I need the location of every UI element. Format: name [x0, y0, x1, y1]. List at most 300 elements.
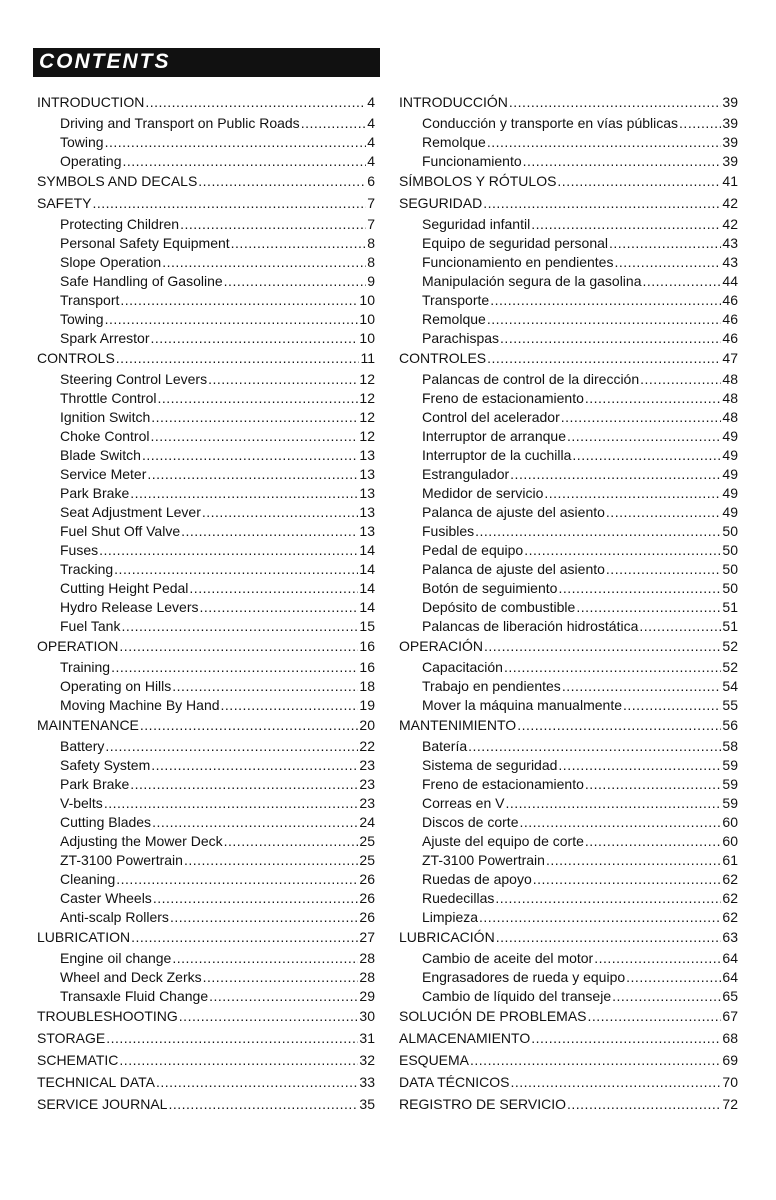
- toc-subsection-entry[interactable]: [399, 757, 738, 773]
- toc-subsection-entry[interactable]: [37, 890, 375, 906]
- dot-leader: [104, 795, 359, 811]
- toc-page-number: 4: [367, 94, 375, 110]
- toc-page-number: 14: [359, 580, 375, 596]
- toc-entry-label: MANTENIMIENTO: [399, 717, 517, 733]
- dot-leader: [585, 390, 722, 406]
- toc-entry-label: Adjusting the Mower Deck: [60, 833, 223, 849]
- toc-page-number: 4: [367, 153, 375, 169]
- toc-entry-label: Discos de corte: [422, 814, 519, 830]
- toc-subsection-entry[interactable]: [399, 969, 738, 985]
- toc-entry-label: Cleaning: [60, 871, 116, 887]
- dot-leader: [119, 638, 358, 654]
- toc-subsection-entry[interactable]: [399, 466, 738, 482]
- dot-leader: [519, 814, 721, 830]
- toc-entry-label: Safety System: [60, 757, 151, 773]
- toc-entry-label: Moving Machine By Hand: [60, 697, 220, 713]
- toc-section-entry[interactable]: [399, 638, 738, 654]
- toc-page-number: 6: [367, 173, 375, 189]
- toc-subsection-entry[interactable]: [399, 871, 738, 887]
- toc-entry-label: Interruptor de arranque: [422, 428, 566, 444]
- toc-subsection-entry[interactable]: [399, 776, 738, 792]
- toc-page-number: 22: [359, 738, 375, 754]
- toc-entry-label: INTRODUCCIÓN: [399, 94, 508, 110]
- dot-leader: [588, 1008, 722, 1024]
- toc-entry-label: Operating on Hills: [60, 678, 172, 694]
- toc-subsection-entry[interactable]: [37, 697, 375, 713]
- toc-subsection-entry[interactable]: [399, 134, 738, 150]
- toc-subsection-entry[interactable]: [37, 909, 375, 925]
- toc-entry-label: Operating: [60, 153, 122, 169]
- dot-leader: [567, 1096, 721, 1112]
- toc-entry-label: Mover la máquina manualmente: [422, 697, 622, 713]
- dot-leader: [120, 292, 358, 308]
- toc-section-entry[interactable]: [37, 1052, 375, 1068]
- toc-page-number: 33: [359, 1074, 375, 1090]
- toc-entry-label: Freno de estacionamiento: [422, 776, 584, 792]
- toc-subsection-entry[interactable]: [37, 409, 375, 425]
- toc-subsection-entry[interactable]: [399, 678, 738, 694]
- toc-page-number: 14: [359, 599, 375, 615]
- toc-section-entry[interactable]: [37, 1074, 375, 1090]
- toc-entry-label: Wheel and Deck Zerks: [60, 969, 202, 985]
- toc-page-number: 39: [722, 94, 738, 110]
- toc-section-entry[interactable]: [37, 1096, 375, 1112]
- toc-page-number: 20: [359, 717, 375, 733]
- dot-leader: [533, 871, 722, 887]
- toc-subsection-entry[interactable]: [37, 542, 375, 558]
- toc-page-number: 14: [359, 542, 375, 558]
- toc-entry-label: Parachispas: [422, 330, 500, 346]
- toc-page-number: 7: [367, 216, 375, 232]
- toc-page-number: 13: [359, 447, 375, 463]
- toc-page-number: 65: [722, 988, 738, 1004]
- toc-subsection-entry[interactable]: [37, 523, 375, 539]
- toc-page-number: 49: [722, 466, 738, 482]
- toc-page-number: 48: [722, 371, 738, 387]
- toc-page-number: 12: [359, 409, 375, 425]
- toc-subsection-entry[interactable]: [37, 738, 375, 754]
- toc-subsection-entry[interactable]: [37, 795, 375, 811]
- toc-subsection-entry[interactable]: [37, 833, 375, 849]
- toc-subsection-entry[interactable]: [37, 371, 375, 387]
- dot-leader: [150, 330, 358, 346]
- toc-subsection-entry[interactable]: [37, 428, 375, 444]
- toc-page-number: 13: [359, 485, 375, 501]
- toc-entry-label: Ajuste del equipo de corte: [422, 833, 584, 849]
- toc-subsection-entry[interactable]: [399, 115, 738, 131]
- toc-page-number: 54: [722, 678, 738, 694]
- toc-entry-label: Remolque: [422, 134, 486, 150]
- dot-leader: [612, 988, 721, 1004]
- dot-leader: [531, 216, 721, 232]
- toc-page-number: 44: [722, 273, 738, 289]
- toc-subsection-entry[interactable]: [37, 292, 375, 308]
- toc-subsection-entry[interactable]: [399, 409, 738, 425]
- toc-page-number: 18: [359, 678, 375, 694]
- toc-page-number: 49: [722, 428, 738, 444]
- toc-subsection-entry[interactable]: [37, 485, 375, 501]
- dot-leader: [495, 890, 721, 906]
- toc-subsection-entry[interactable]: [37, 504, 375, 520]
- toc-subsection-entry[interactable]: [399, 542, 738, 558]
- toc-entry-label: Personal Safety Equipment: [60, 235, 230, 251]
- toc-page-number: 26: [359, 871, 375, 887]
- toc-section-entry[interactable]: [37, 94, 375, 110]
- toc-entry-label: Batería: [422, 738, 468, 754]
- dot-leader: [142, 447, 358, 463]
- dot-leader: [180, 216, 366, 232]
- toc-entry-label: Training: [60, 659, 111, 675]
- toc-subsection-entry[interactable]: [37, 390, 375, 406]
- toc-section-entry[interactable]: [37, 350, 375, 366]
- toc-subsection-entry[interactable]: [37, 599, 375, 615]
- dot-leader: [496, 929, 722, 945]
- toc-entry-label: Tracking: [60, 561, 114, 577]
- dot-leader: [614, 254, 721, 270]
- toc-subsection-entry[interactable]: [37, 153, 375, 169]
- toc-entry-label: LUBRICACIÓN: [399, 929, 495, 945]
- toc-page-number: 64: [722, 950, 738, 966]
- toc-subsection-entry[interactable]: [37, 235, 375, 251]
- dot-leader: [594, 950, 721, 966]
- dot-leader: [105, 738, 358, 754]
- toc-page-number: 49: [722, 447, 738, 463]
- toc-subsection-entry[interactable]: [37, 871, 375, 887]
- toc-subsection-entry[interactable]: [399, 428, 738, 444]
- toc-subsection-entry[interactable]: [399, 950, 738, 966]
- toc-subsection-entry[interactable]: [37, 466, 375, 482]
- dot-leader: [181, 523, 358, 539]
- toc-page-number: 39: [722, 115, 738, 131]
- dot-leader: [468, 738, 721, 754]
- toc-subsection-entry[interactable]: [399, 852, 738, 868]
- toc-entry-label: Slope Operation: [60, 254, 162, 270]
- toc-subsection-entry[interactable]: [399, 254, 738, 270]
- toc-page-number: 12: [359, 371, 375, 387]
- toc-section-entry[interactable]: [399, 1074, 738, 1090]
- toc-entry-label: SCHEMATIC: [37, 1052, 119, 1068]
- toc-entry-label: ESQUEMA: [399, 1052, 470, 1068]
- toc-entry-label: V-belts: [60, 795, 103, 811]
- dot-leader: [487, 311, 722, 327]
- toc-subsection-entry[interactable]: [399, 795, 738, 811]
- toc-subsection-entry[interactable]: [37, 814, 375, 830]
- toc-entry-label: Palancas de liberación hidrostática: [422, 618, 639, 634]
- toc-subsection-entry[interactable]: [399, 659, 738, 675]
- toc-section-entry[interactable]: [399, 195, 738, 211]
- dot-leader: [558, 757, 721, 773]
- toc-entry-label: Caster Wheels: [60, 890, 152, 906]
- toc-entry-label: Ignition Switch: [60, 409, 151, 425]
- toc-subsection-entry[interactable]: [37, 216, 375, 232]
- toc-entry-label: Transport: [60, 292, 120, 308]
- dot-leader: [609, 235, 721, 251]
- toc-subsection-entry[interactable]: [37, 115, 375, 131]
- toc-entry-label: CONTROLES: [399, 350, 487, 366]
- toc-section-entry[interactable]: [399, 929, 738, 945]
- dot-leader: [679, 115, 721, 131]
- toc-subsection-entry[interactable]: [37, 988, 375, 1004]
- toc-page-number: 27: [359, 929, 375, 945]
- toc-subsection-entry[interactable]: [399, 447, 738, 463]
- toc-section-entry[interactable]: [37, 929, 375, 945]
- toc-subsection-entry[interactable]: [37, 254, 375, 270]
- dot-leader: [189, 580, 358, 596]
- toc-entry-label: Freno de estacionamiento: [422, 390, 584, 406]
- dot-leader: [487, 134, 722, 150]
- toc-entry-label: Interruptor de la cuchilla: [422, 447, 572, 463]
- dot-leader: [121, 618, 358, 634]
- toc-subsection-entry[interactable]: [399, 618, 738, 634]
- toc-entry-label: Ruedas de apoyo: [422, 871, 532, 887]
- toc-entry-label: Hydro Release Levers: [60, 599, 199, 615]
- toc-subsection-entry[interactable]: [399, 292, 738, 308]
- toc-subsection-entry[interactable]: [399, 580, 738, 596]
- toc-entry-label: SAFETY: [37, 195, 92, 211]
- toc-entry-label: Blade Switch: [60, 447, 141, 463]
- toc-entry-label: Cutting Blades: [60, 814, 152, 830]
- toc-entry-label: Remolque: [422, 311, 486, 327]
- toc-entry-label: Funcionamiento en pendientes: [422, 254, 614, 270]
- toc-page-number: 10: [359, 292, 375, 308]
- toc-entry-label: Palanca de ajuste del asiento: [422, 504, 605, 520]
- toc-subsection-entry[interactable]: [399, 523, 738, 539]
- toc-subsection-entry[interactable]: [37, 659, 375, 675]
- toc-page-number: 68: [722, 1030, 738, 1046]
- toc-section-entry[interactable]: [37, 1008, 375, 1024]
- dot-leader: [198, 173, 366, 189]
- toc-section-entry[interactable]: [37, 638, 375, 654]
- toc-entry-label: Botón de seguimiento: [422, 580, 558, 596]
- toc-entry-label: Seguridad infantil: [422, 216, 531, 232]
- toc-page-number: 50: [722, 561, 738, 577]
- toc-page-number: 50: [722, 542, 738, 558]
- toc-entry-label: TROUBLESHOOTING: [37, 1008, 178, 1024]
- dot-leader: [484, 638, 721, 654]
- toc-entry-label: CONTROLS: [37, 350, 115, 366]
- dot-leader: [572, 447, 721, 463]
- toc-subsection-entry[interactable]: [399, 216, 738, 232]
- dot-leader: [179, 1008, 359, 1024]
- toc-subsection-entry[interactable]: [37, 618, 375, 634]
- toc-subsection-entry[interactable]: [399, 504, 738, 520]
- toc-subsection-entry[interactable]: [37, 561, 375, 577]
- dot-leader: [224, 273, 367, 289]
- toc-section-entry[interactable]: [37, 717, 375, 733]
- toc-section-entry[interactable]: [37, 195, 375, 211]
- toc-page-number: 10: [359, 311, 375, 327]
- dot-leader: [639, 618, 721, 634]
- toc-page-number: 39: [722, 153, 738, 169]
- dot-leader: [558, 580, 721, 596]
- toc-page-number: 47: [722, 350, 738, 366]
- toc-entry-label: Medidor de servicio: [422, 485, 544, 501]
- toc-subsection-entry[interactable]: [399, 311, 738, 327]
- toc-subsection-entry[interactable]: [37, 776, 375, 792]
- toc-page-number: 35: [359, 1096, 375, 1112]
- toc-page-number: 25: [359, 852, 375, 868]
- toc-page-number: 16: [359, 638, 375, 654]
- toc-subsection-entry[interactable]: [37, 273, 375, 289]
- toc-subsection-entry[interactable]: [399, 738, 738, 754]
- dot-leader: [567, 428, 721, 444]
- toc-entry-label: TECHNICAL DATA: [37, 1074, 155, 1090]
- toc-subsection-entry[interactable]: [399, 485, 738, 501]
- dot-leader: [209, 988, 358, 1004]
- dot-leader: [147, 466, 358, 482]
- toc-entry-label: Ruedecillas: [422, 890, 495, 906]
- toc-subsection-entry[interactable]: [399, 235, 738, 251]
- dot-leader: [172, 678, 358, 694]
- dot-leader: [106, 1030, 358, 1046]
- dot-leader: [140, 717, 359, 733]
- toc-page-number: 28: [359, 969, 375, 985]
- toc-entry-label: STORAGE: [37, 1030, 106, 1046]
- toc-page-number: 46: [722, 330, 738, 346]
- toc-page-number: 8: [367, 254, 375, 270]
- dot-leader: [606, 504, 722, 520]
- toc-page-number: 48: [722, 390, 738, 406]
- toc-subsection-entry[interactable]: [37, 950, 375, 966]
- dot-leader: [224, 833, 359, 849]
- toc-page-number: 12: [359, 390, 375, 406]
- dot-leader: [156, 1074, 358, 1090]
- toc-subsection-entry[interactable]: [399, 814, 738, 830]
- toc-subsection-entry[interactable]: [399, 909, 738, 925]
- toc-page-number: 13: [359, 466, 375, 482]
- toc-entry-label: Fuses: [60, 542, 99, 558]
- toc-subsection-entry[interactable]: [399, 833, 738, 849]
- dot-leader: [470, 1052, 721, 1068]
- dot-leader: [510, 466, 721, 482]
- dot-leader: [510, 1074, 721, 1090]
- toc-page-number: 19: [359, 697, 375, 713]
- dot-leader: [111, 659, 358, 675]
- toc-subsection-entry[interactable]: [399, 390, 738, 406]
- toc-section-entry[interactable]: [399, 1096, 738, 1112]
- toc-subsection-entry[interactable]: [37, 969, 375, 985]
- toc-subsection-entry[interactable]: [399, 371, 738, 387]
- toc-page-number: 67: [722, 1008, 738, 1024]
- toc-section-entry[interactable]: [399, 1030, 738, 1046]
- toc-entry-label: Trabajo en pendientes: [422, 678, 561, 694]
- dot-leader: [500, 330, 721, 346]
- toc-entry-label: Safe Handling of Gasoline: [60, 273, 223, 289]
- toc-entry-label: Estrangulador: [422, 466, 510, 482]
- toc-entry-label: SEGURIDAD: [399, 195, 483, 211]
- toc-page-number: 13: [359, 523, 375, 539]
- toc-entry-label: Engine oil change: [60, 950, 172, 966]
- toc-page-number: 32: [359, 1052, 375, 1068]
- dot-leader: [184, 852, 358, 868]
- toc-entry-label: SERVICE JOURNAL: [37, 1096, 168, 1112]
- toc-subsection-entry[interactable]: [37, 852, 375, 868]
- toc-page-number: 50: [722, 523, 738, 539]
- dot-leader: [490, 292, 721, 308]
- toc-entry-label: Spark Arrestor: [60, 330, 150, 346]
- dot-leader: [200, 599, 359, 615]
- toc-page-number: 24: [359, 814, 375, 830]
- toc-entry-label: SÍMBOLOS Y RÓTULOS: [399, 173, 557, 189]
- toc-page-number: 51: [722, 599, 738, 615]
- toc-subsection-entry[interactable]: [37, 580, 375, 596]
- dot-leader: [202, 504, 359, 520]
- toc-subsection-entry[interactable]: [37, 757, 375, 773]
- toc-page-number: 23: [359, 795, 375, 811]
- toc-page-number: 49: [722, 504, 738, 520]
- toc-subsection-entry[interactable]: [37, 678, 375, 694]
- toc-subsection-entry[interactable]: [399, 273, 738, 289]
- toc-page-number: 59: [722, 795, 738, 811]
- toc-page-number: 43: [722, 235, 738, 251]
- toc-page-number: 43: [722, 254, 738, 270]
- dot-leader: [221, 697, 359, 713]
- toc-page-number: 46: [722, 311, 738, 327]
- toc-page-number: 16: [359, 659, 375, 675]
- toc-entry-label: Park Brake: [60, 776, 130, 792]
- toc-subsection-entry[interactable]: [399, 988, 738, 1004]
- toc-subsection-entry[interactable]: [399, 153, 738, 169]
- dot-leader: [505, 795, 721, 811]
- toc-section-entry[interactable]: [399, 173, 738, 189]
- toc-entry-label: Steering Control Levers: [60, 371, 208, 387]
- toc-page-number: 52: [722, 659, 738, 675]
- dot-leader: [172, 950, 358, 966]
- toc-section-entry[interactable]: [399, 350, 738, 366]
- toc-section-entry[interactable]: [399, 1052, 738, 1068]
- toc-entry-label: Driving and Transport on Public Roads: [60, 115, 300, 131]
- toc-section-entry[interactable]: [399, 1008, 738, 1024]
- toc-page-number: 60: [722, 814, 738, 830]
- dot-leader: [640, 371, 721, 387]
- toc-subsection-entry[interactable]: [37, 330, 375, 346]
- toc-entry-label: Seat Adjustment Lever: [60, 504, 201, 520]
- toc-section-entry[interactable]: [399, 94, 738, 110]
- toc-section-entry[interactable]: [37, 173, 375, 189]
- toc-section-entry[interactable]: [399, 717, 738, 733]
- toc-subsection-entry[interactable]: [399, 561, 738, 577]
- toc-subsection-entry[interactable]: [399, 697, 738, 713]
- toc-entry-label: Engrasadores de rueda y equipo: [422, 969, 626, 985]
- toc-page-number: 49: [722, 485, 738, 501]
- dot-leader: [99, 542, 358, 558]
- toc-entry-label: SYMBOLS AND DECALS: [37, 173, 198, 189]
- toc-subsection-entry[interactable]: [37, 447, 375, 463]
- toc-entry-label: Pedal de equipo: [422, 542, 524, 558]
- dot-leader: [130, 776, 358, 792]
- toc-subsection-entry[interactable]: [37, 311, 375, 327]
- toc-subsection-entry[interactable]: [37, 134, 375, 150]
- toc-entry-label: Service Meter: [60, 466, 147, 482]
- toc-page-number: 8: [367, 235, 375, 251]
- toc-subsection-entry[interactable]: [399, 599, 738, 615]
- toc-section-entry[interactable]: [37, 1030, 375, 1046]
- toc-page-number: 10: [359, 330, 375, 346]
- toc-page-number: 48: [722, 409, 738, 425]
- dot-leader: [524, 542, 721, 558]
- toc-entry-label: Manipulación segura de la gasolina: [422, 273, 642, 289]
- toc-page-number: 52: [722, 638, 738, 654]
- toc-subsection-entry[interactable]: [399, 890, 738, 906]
- toc-entry-label: MAINTENANCE: [37, 717, 139, 733]
- dot-leader: [642, 273, 721, 289]
- toc-subsection-entry[interactable]: [399, 330, 738, 346]
- toc-entry-label: Limpieza: [422, 909, 479, 925]
- dot-leader: [509, 94, 722, 110]
- dot-leader: [203, 969, 359, 985]
- toc-entry-label: Towing: [60, 311, 104, 327]
- toc-entry-label: Palanca de ajuste del asiento: [422, 561, 605, 577]
